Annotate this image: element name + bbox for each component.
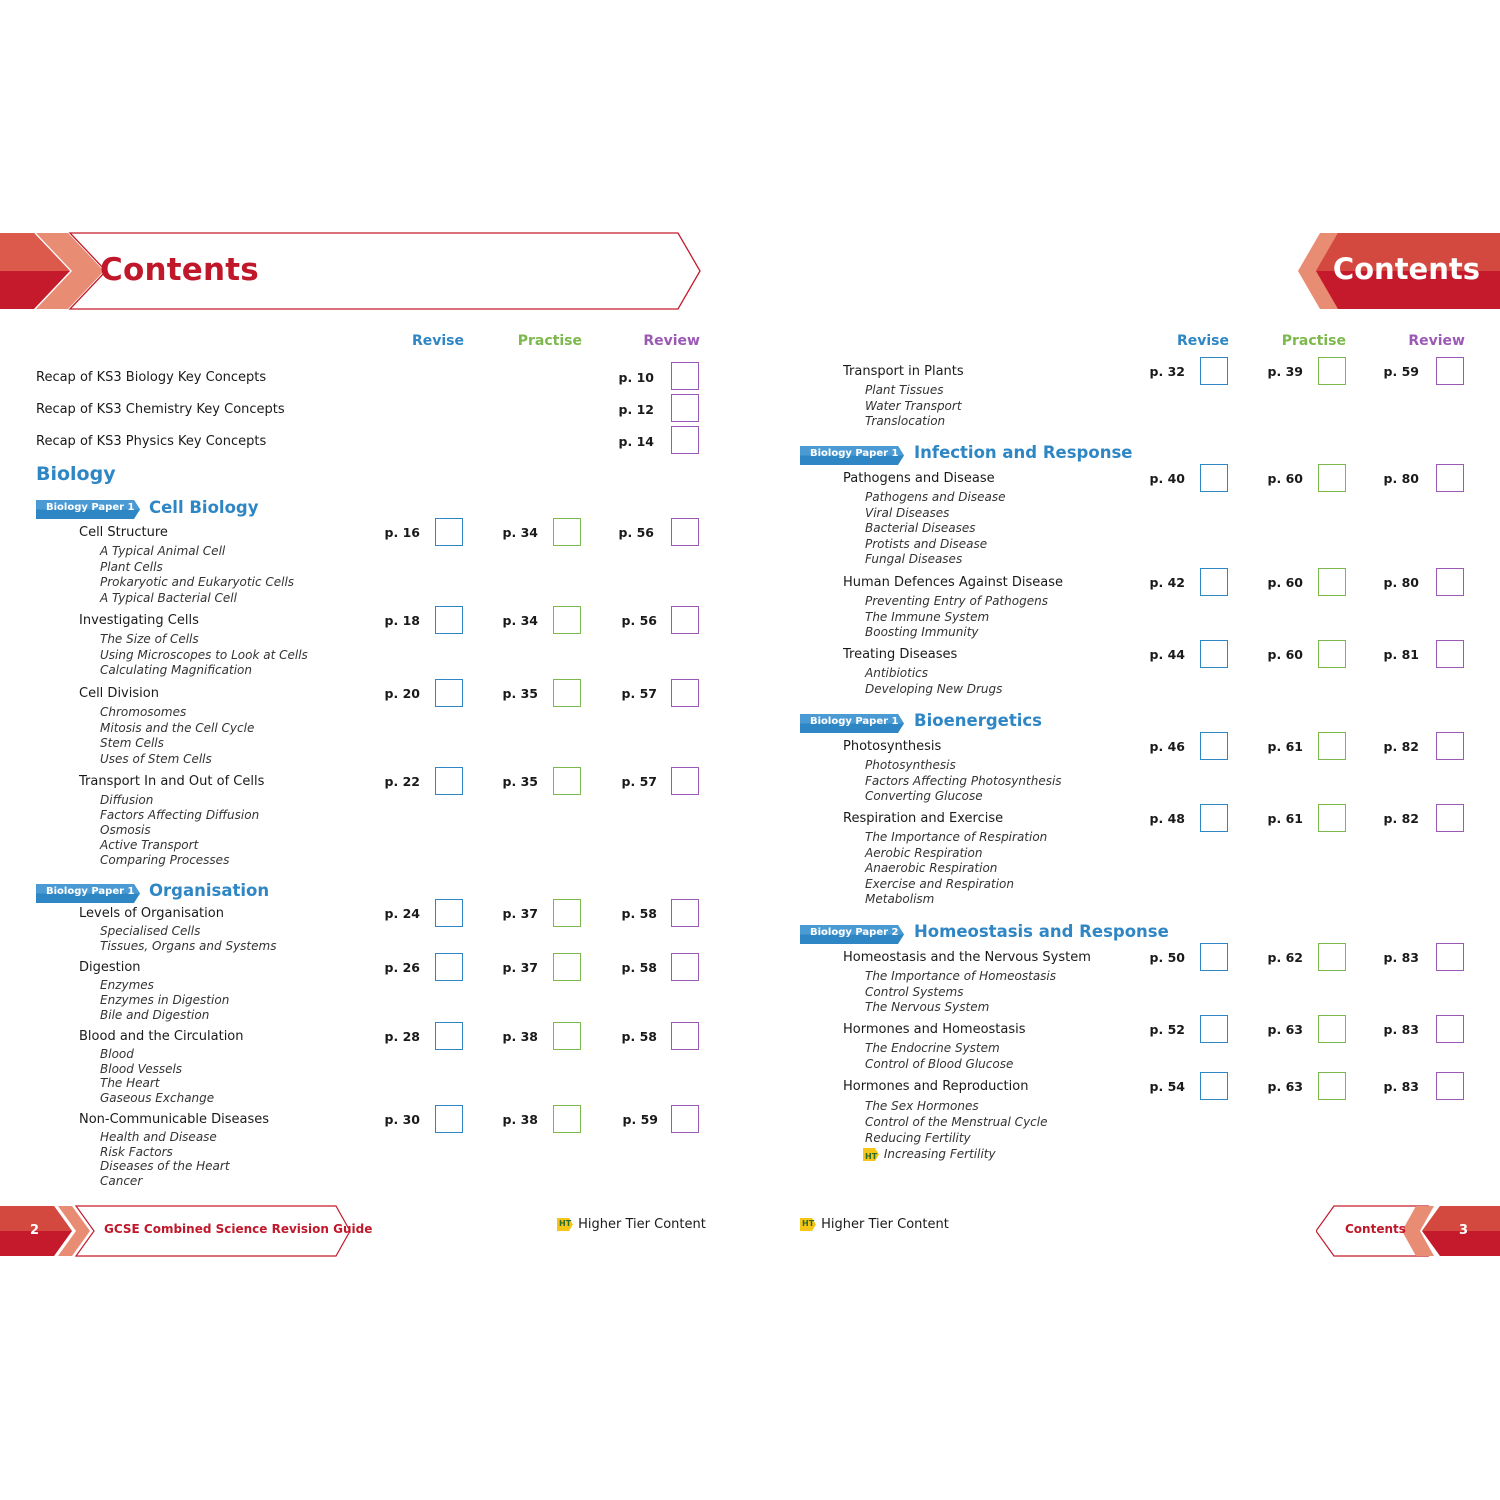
review-page-number: p. 14	[618, 434, 654, 449]
practise-column-header-left: Practise	[517, 333, 582, 349]
review-page-number: p. 82	[1383, 739, 1419, 754]
review-checkbox[interactable]	[1436, 943, 1464, 971]
subtopic-list	[865, 383, 962, 430]
paper-tag-label: Biology Paper 1	[46, 502, 135, 513]
review-page-number: p. 80	[1383, 471, 1419, 486]
review-checkbox[interactable]	[1436, 1072, 1464, 1100]
ht-badge-label: HT	[559, 1219, 572, 1228]
ht-legend-label: Higher Tier Content	[578, 1217, 706, 1232]
review-checkbox[interactable]	[671, 1105, 699, 1133]
subtopic: Developing New Drugs	[865, 681, 1003, 696]
subtopic-list	[100, 793, 259, 868]
subtopic: Cancer	[100, 1173, 143, 1188]
practise-checkbox[interactable]	[1318, 464, 1346, 492]
subtopic: Diseases of the Heart	[100, 1159, 230, 1173]
recap-row	[0, 426, 702, 456]
ht-legend-right	[800, 1217, 949, 1232]
revise-checkbox[interactable]	[1200, 1015, 1228, 1043]
recap-label: Recap of KS3 Biology Key Concepts	[36, 370, 267, 385]
subtopic: Blood	[100, 1047, 134, 1061]
revise-page-number: p. 20	[384, 686, 420, 701]
subtopic: Metabolism	[865, 892, 935, 906]
review-checkbox[interactable]	[671, 679, 699, 707]
subtopic: The Importance of Respiration	[865, 830, 1048, 844]
revise-page-number: p. 42	[1149, 575, 1185, 590]
review-checkbox[interactable]	[671, 362, 699, 390]
subtopic: Fungal Diseases	[865, 552, 963, 566]
practise-checkbox[interactable]	[553, 953, 581, 981]
topic-title: Human Defences Against Disease	[843, 575, 1063, 590]
subtopic: Calculating Magnification	[100, 663, 252, 677]
revise-checkbox[interactable]	[435, 1022, 463, 1050]
book-title: GCSE Combined Science Revision Guide	[104, 1222, 373, 1236]
subtopic: Control Systems	[865, 984, 964, 999]
review-page-number: p. 83	[1383, 950, 1419, 965]
practise-checkbox[interactable]	[553, 606, 581, 634]
practise-page-number: p. 35	[502, 686, 538, 701]
subtopic-list	[865, 594, 1048, 641]
recap-label: Recap of KS3 Chemistry Key Concepts	[36, 402, 285, 417]
practise-page-number: p. 34	[502, 613, 538, 628]
practise-checkbox[interactable]	[553, 518, 581, 546]
paper-tag	[800, 714, 906, 733]
practise-page-number: p. 60	[1267, 575, 1303, 590]
revise-page-number: p. 26	[384, 960, 420, 975]
page-number-right: 3	[1459, 1223, 1469, 1238]
review-checkbox[interactable]	[1436, 568, 1464, 596]
subtopic: Plant Cells	[100, 559, 163, 574]
topic-title: Investigating Cells	[79, 613, 199, 628]
topic-title: Blood and the Circulation	[79, 1029, 244, 1044]
practise-checkbox[interactable]	[1318, 732, 1346, 760]
paper-tag-label: Biology Paper 1	[810, 716, 899, 727]
section-title: Homeostasis and Response	[914, 922, 1169, 941]
paper-tag	[36, 884, 142, 903]
subtopic-list	[865, 758, 1062, 805]
revise-page-number: p. 28	[384, 1029, 420, 1044]
subtopic-list	[100, 1130, 230, 1188]
ht-badge-icon	[863, 1147, 880, 1162]
subtopic: Factors Affecting Diffusion	[100, 808, 260, 822]
subtopic: Protists and Disease	[865, 536, 988, 551]
practise-checkbox[interactable]	[1318, 357, 1346, 385]
practise-page-number: p. 38	[502, 1112, 538, 1127]
revise-checkbox[interactable]	[435, 899, 463, 927]
review-checkbox[interactable]	[671, 606, 699, 634]
revise-checkbox[interactable]	[435, 767, 463, 795]
paper-tag	[36, 500, 142, 519]
revise-page-number: p. 48	[1149, 811, 1185, 826]
review-page-number: p. 81	[1383, 647, 1419, 662]
footer-banner-right	[1316, 1204, 1500, 1258]
ht-legend-left	[557, 1217, 706, 1232]
subtopic-list	[865, 666, 1002, 697]
topic-title: Homeostasis and the Nervous System	[843, 950, 1091, 965]
recap-row	[0, 362, 702, 392]
revise-checkbox[interactable]	[435, 606, 463, 634]
revise-page-number: p. 52	[1149, 1022, 1185, 1037]
practise-page-number: p. 60	[1267, 647, 1303, 662]
subtopic-list	[100, 632, 308, 679]
topic-title: Photosynthesis	[843, 739, 942, 754]
review-checkbox[interactable]	[671, 1022, 699, 1050]
subtopic-list	[865, 1041, 1013, 1072]
subtopic: Using Microscopes to Look at Cells	[100, 647, 308, 662]
subtopic: Bacterial Diseases	[865, 521, 976, 535]
revise-column-header-right: Revise	[1176, 333, 1229, 349]
review-checkbox[interactable]	[1436, 357, 1464, 385]
topic-title: Treating Diseases	[843, 647, 958, 662]
subtopic: Photosynthesis	[865, 758, 956, 772]
subtopic: Active Transport	[100, 838, 199, 852]
subtopic: Water Transport	[865, 398, 962, 413]
review-checkbox[interactable]	[1436, 1015, 1464, 1043]
review-checkbox[interactable]	[1436, 464, 1464, 492]
subtopic: Plant Tissues	[865, 383, 944, 397]
subtopic: Gaseous Exchange	[100, 1090, 215, 1105]
topic-title: Respiration and Exercise	[843, 811, 1004, 826]
practise-checkbox[interactable]	[1318, 1015, 1346, 1043]
review-page-number: p. 58	[621, 960, 657, 975]
revise-checkbox[interactable]	[435, 679, 463, 707]
subtopic: Increasing Fertility	[883, 1147, 996, 1161]
review-page-number: p. 56	[621, 613, 657, 628]
review-page-number: p. 58	[621, 906, 657, 921]
practise-checkbox[interactable]	[1318, 943, 1346, 971]
subtopic-list	[865, 969, 1056, 1016]
subtopic: Mitosis and the Cell Cycle	[100, 720, 255, 735]
practise-checkbox[interactable]	[553, 1022, 581, 1050]
review-page-number: p. 59	[622, 1112, 658, 1127]
biology-heading: Biology	[36, 463, 116, 485]
subtopic: Reducing Fertility	[865, 1131, 971, 1145]
subtopic: The Size of Cells	[100, 632, 199, 646]
review-checkbox[interactable]	[671, 426, 699, 454]
subtopic-list	[100, 924, 276, 954]
subtopic: Control of Blood Glucose	[865, 1056, 1014, 1071]
footer-section-title: Contents	[1345, 1222, 1406, 1236]
practise-checkbox[interactable]	[1318, 804, 1346, 832]
revise-checkbox[interactable]	[435, 518, 463, 546]
review-page-number: p. 82	[1383, 811, 1419, 826]
subtopic: Health and Disease	[100, 1130, 217, 1144]
section-title: Cell Biology	[149, 498, 259, 517]
subtopic: Bile and Digestion	[100, 1008, 210, 1022]
subtopic: Enzymes in Digestion	[100, 993, 230, 1007]
practise-page-number: p. 61	[1267, 739, 1303, 754]
revise-page-number: p. 18	[384, 613, 420, 628]
practise-checkbox[interactable]	[553, 767, 581, 795]
revise-page-number: p. 44	[1149, 647, 1185, 662]
paper-tag-label: Biology Paper 1	[46, 886, 135, 897]
topic-title: Digestion	[79, 960, 141, 975]
revise-page-number: p. 22	[384, 774, 420, 789]
review-column-header-left: Review	[643, 333, 700, 349]
revise-page-number: p. 24	[384, 906, 420, 921]
topic-title: Transport In and Out of Cells	[79, 774, 265, 789]
subtopic: Stem Cells	[100, 736, 164, 750]
ht-legend-label: Higher Tier Content	[821, 1217, 949, 1232]
revise-page-number: p. 40	[1149, 471, 1185, 486]
page-number-left: 2	[30, 1223, 40, 1238]
review-page-number: p. 56	[618, 525, 654, 540]
revise-checkbox[interactable]	[1200, 732, 1228, 760]
review-page-number: p. 83	[1383, 1079, 1419, 1094]
practise-page-number: p. 35	[502, 774, 538, 789]
practise-page-number: p. 37	[502, 906, 538, 921]
subtopic: Prokaryotic and Eukaryotic Cells	[100, 575, 295, 589]
subtopic: The Sex Hormones	[865, 1099, 979, 1113]
review-page-number: p. 57	[621, 686, 657, 701]
topic-title: Cell Structure	[79, 525, 168, 540]
subtopic: Chromosomes	[100, 705, 187, 719]
section-title: Infection and Response	[914, 443, 1133, 462]
revise-page-number: p. 30	[384, 1112, 420, 1127]
subtopic-list	[865, 1098, 1047, 1164]
subtopic-list	[100, 705, 254, 767]
subtopic: A Typical Bacterial Cell	[100, 590, 237, 605]
practise-checkbox[interactable]	[553, 899, 581, 927]
practise-page-number: p. 39	[1267, 364, 1303, 379]
subtopic: Risk Factors	[100, 1144, 173, 1159]
practise-checkbox[interactable]	[1318, 1072, 1346, 1100]
subtopic: Translocation	[865, 414, 946, 428]
subtopic: Preventing Entry of Pathogens	[865, 594, 1048, 608]
practise-column-header-right: Practise	[1281, 333, 1346, 349]
recap-row	[0, 394, 702, 424]
topic-title: Pathogens and Disease	[843, 471, 995, 486]
subtopic: Pathogens and Disease	[865, 490, 1006, 504]
revise-checkbox[interactable]	[1200, 568, 1228, 596]
subtopic: Control of the Menstrual Cycle	[865, 1115, 1048, 1129]
review-column-header-right: Review	[1408, 333, 1465, 349]
subtopic: The Immune System	[865, 609, 990, 624]
subtopic: Viral Diseases	[865, 505, 950, 520]
practise-page-number: p. 63	[1267, 1022, 1303, 1037]
practise-page-number: p. 61	[1267, 811, 1303, 826]
practise-page-number: p. 60	[1267, 471, 1303, 486]
subtopic: Converting Glucose	[865, 789, 983, 803]
revise-column-header-left: Revise	[411, 333, 464, 349]
subtopic: Uses of Stem Cells	[100, 751, 212, 766]
practise-checkbox[interactable]	[553, 679, 581, 707]
revise-checkbox[interactable]	[1200, 943, 1228, 971]
practise-page-number: p. 62	[1267, 950, 1303, 965]
practise-page-number: p. 34	[502, 525, 538, 540]
subtopic: Diffusion	[100, 793, 154, 807]
subtopic: Aerobic Respiration	[865, 845, 983, 860]
page-title-left: Contents	[100, 252, 259, 288]
revise-page-number: p. 16	[384, 525, 420, 540]
practise-page-number: p. 63	[1267, 1079, 1303, 1094]
review-checkbox[interactable]	[671, 394, 699, 422]
revise-page-number: p. 32	[1149, 364, 1185, 379]
review-checkbox[interactable]	[1436, 732, 1464, 760]
subtopic: A Typical Animal Cell	[100, 544, 226, 558]
practise-checkbox[interactable]	[1318, 640, 1346, 668]
subtopic: Boosting Immunity	[865, 625, 979, 639]
practise-checkbox[interactable]	[1318, 568, 1346, 596]
recap-label: Recap of KS3 Physics Key Concepts	[36, 434, 267, 449]
revise-page-number: p. 46	[1149, 739, 1185, 754]
subtopic-ht	[863, 1146, 1047, 1164]
practise-page-number: p. 38	[502, 1029, 538, 1044]
topic-title: Transport in Plants	[843, 364, 964, 379]
review-page-number: p. 58	[621, 1029, 657, 1044]
topic-title: Hormones and Homeostasis	[843, 1022, 1026, 1037]
subtopic: The Endocrine System	[865, 1041, 1000, 1055]
subtopic: Anaerobic Respiration	[865, 861, 998, 875]
revise-checkbox[interactable]	[1200, 1072, 1228, 1100]
subtopic: Osmosis	[100, 823, 151, 837]
revise-checkbox[interactable]	[435, 1105, 463, 1133]
subtopic: The Nervous System	[865, 1000, 990, 1014]
page-title-right: Contents	[1332, 252, 1480, 286]
review-checkbox[interactable]	[671, 518, 699, 546]
revise-page-number: p. 54	[1149, 1079, 1185, 1094]
section-title: Bioenergetics	[914, 711, 1042, 730]
subtopic: Exercise and Respiration	[865, 876, 1014, 891]
revise-checkbox[interactable]	[435, 953, 463, 981]
review-checkbox[interactable]	[671, 899, 699, 927]
subtopic: Specialised Cells	[100, 924, 201, 938]
review-checkbox[interactable]	[671, 953, 699, 981]
subtopic: Factors Affecting Photosynthesis	[865, 773, 1062, 788]
subtopic-list	[100, 544, 294, 606]
ht-badge-icon	[800, 1217, 817, 1232]
subtopic: Enzymes	[100, 978, 154, 992]
review-page-number: p. 83	[1383, 1022, 1419, 1037]
subtopic-list	[865, 490, 1006, 568]
review-page-number: p. 57	[621, 774, 657, 789]
review-page-number: p. 80	[1383, 575, 1419, 590]
revise-checkbox[interactable]	[1200, 357, 1228, 385]
revise-checkbox[interactable]	[1200, 640, 1228, 668]
topic-title: Hormones and Reproduction	[843, 1079, 1029, 1094]
subtopic: Tissues, Organs and Systems	[100, 939, 277, 953]
ht-badge-icon	[557, 1217, 574, 1232]
review-checkbox[interactable]	[671, 767, 699, 795]
practise-checkbox[interactable]	[553, 1105, 581, 1133]
paper-tag	[800, 925, 906, 944]
revise-page-number: p. 50	[1149, 950, 1185, 965]
ht-badge-label: HT	[865, 1152, 878, 1161]
review-page-number: p. 59	[1383, 364, 1419, 379]
practise-page-number: p. 37	[502, 960, 538, 975]
subtopic: Blood Vessels	[100, 1061, 183, 1076]
review-page-number: p. 10	[618, 370, 654, 385]
subtopic: The Importance of Homeostasis	[865, 969, 1057, 983]
subtopic: Comparing Processes	[100, 853, 230, 867]
topic-title: Levels of Organisation	[79, 906, 224, 921]
review-checkbox[interactable]	[1436, 804, 1464, 832]
topic-title: Non-Communicable Diseases	[79, 1112, 270, 1127]
subtopic-list	[100, 978, 229, 1023]
review-checkbox[interactable]	[1436, 640, 1464, 668]
subtopic: The Heart	[100, 1076, 160, 1090]
subtopic-list	[100, 1047, 214, 1105]
subtopic-list	[865, 830, 1047, 908]
topic-title: Cell Division	[79, 686, 159, 701]
revise-checkbox[interactable]	[1200, 804, 1228, 832]
paper-tag	[800, 446, 906, 465]
ht-badge-label: HT	[802, 1219, 815, 1228]
review-page-number: p. 12	[618, 402, 654, 417]
revise-checkbox[interactable]	[1200, 464, 1228, 492]
section-title: Organisation	[149, 881, 270, 900]
paper-tag-label: Biology Paper 2	[810, 927, 899, 938]
paper-tag-label: Biology Paper 1	[810, 448, 899, 459]
subtopic: Antibiotics	[865, 666, 929, 680]
